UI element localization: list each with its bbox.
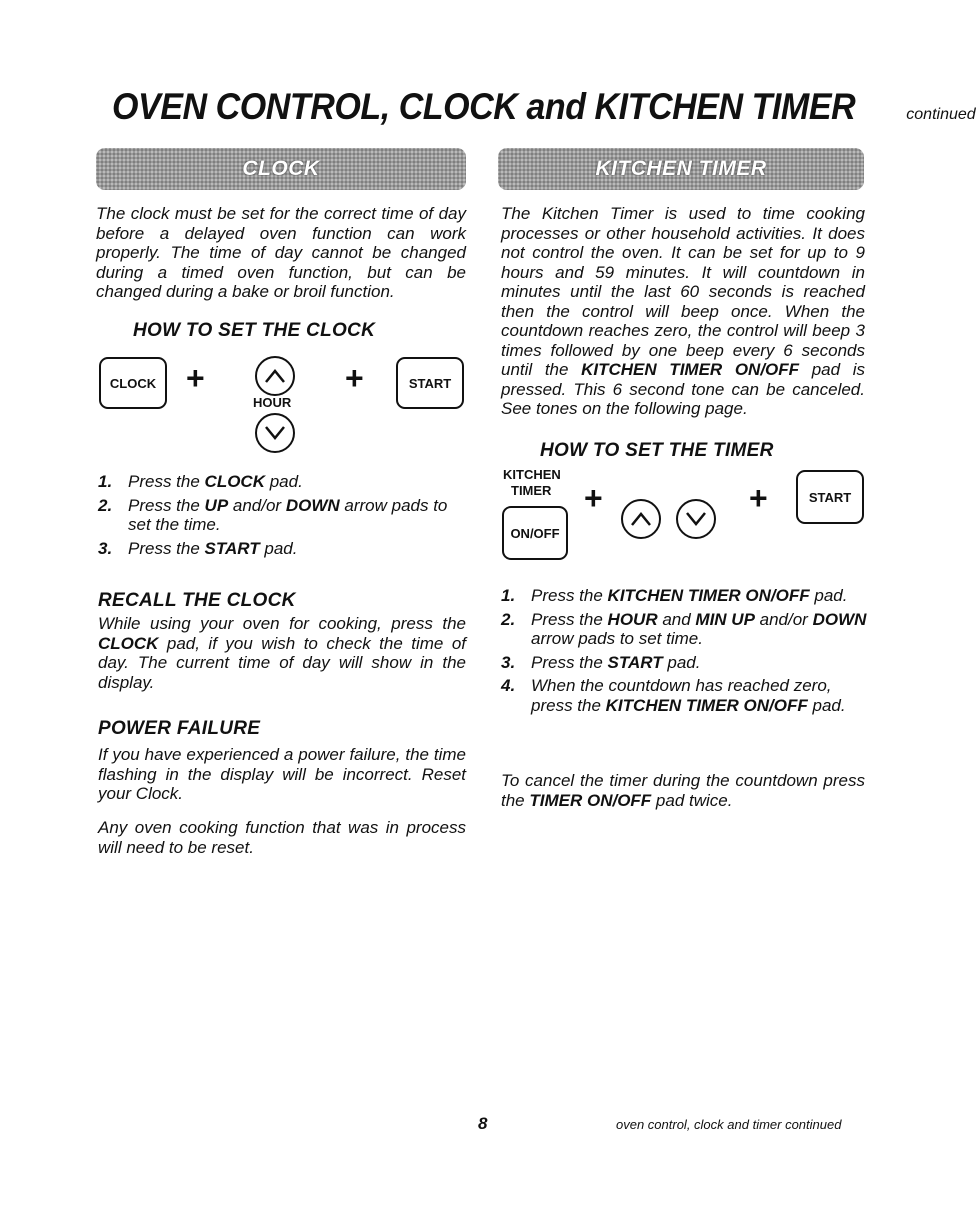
- list-item: 2. Press the UP and/or DOWN arrow pads to set the time.: [98, 495, 448, 534]
- plus-sign: +: [345, 360, 364, 396]
- start-pad-label: START: [408, 375, 452, 391]
- clock-steps: [98, 472, 468, 562]
- down-arrow-icon: [255, 413, 295, 453]
- start-pad-label: START: [808, 489, 852, 505]
- up-arrow-icon: [255, 356, 295, 396]
- cancel-timer-text: To cancel the timer during the countdown press the TIMER ON/OFF pad twice.: [501, 771, 865, 810]
- plus-sign: +: [584, 480, 603, 516]
- start-pad-icon: [396, 357, 464, 409]
- how-set-clock-heading: HOW TO SET THE CLOCK: [133, 320, 376, 341]
- title-continued: continued: [906, 106, 976, 123]
- footer-text: oven control, clock and timer continued: [616, 1117, 842, 1132]
- how-set-timer-heading: HOW TO SET THE TIMER: [540, 440, 774, 461]
- list-item: 4. When the countdown has reached zero, press the KITCHEN TIMER ON/OFF pad.: [501, 676, 846, 715]
- kitchen-timer-label: KITCHEN TIMER: [503, 467, 561, 498]
- plus-sign: +: [186, 360, 205, 396]
- plus-sign: +: [749, 480, 768, 516]
- clock-pad-label: CLOCK: [109, 375, 157, 391]
- list-item: 3. Press the START pad.: [501, 652, 701, 672]
- list-item: 3. Press the START pad.: [98, 538, 298, 558]
- recall-heading: RECALL THE CLOCK: [98, 590, 296, 611]
- hour-label: HOUR: [253, 395, 292, 410]
- title-main: OVEN CONTROL, CLOCK and KITCHEN TIMER: [112, 86, 856, 127]
- page-title: [112, 86, 976, 128]
- kitchen-timer-banner: [498, 148, 864, 190]
- onoff-pad-icon: [502, 506, 568, 560]
- clock-banner-label: CLOCK: [242, 157, 320, 180]
- clock-banner: [96, 148, 466, 190]
- recall-text: While using your oven for cooking, press the CLOCK pad, if you wish to check the time of day. The current time of day will show in the display.: [98, 614, 466, 692]
- kitchen-timer-intro: The Kitchen Timer is used to time cooking processes or other household activities. It does not control the oven. It can be set for up to 9 hours and 59 minutes. It will countdown in minutes until the last 60 seconds is reached then the control will beep once. When the countdown reaches zero, the control will beep 3 times followed by one beep every 6 seconds until the KITCHEN TIMER ON/OFF pad is pressed. This 6 second tone can be canceled. See tones on the following page.: [501, 204, 865, 418]
- up-arrow-icon: [621, 499, 661, 539]
- list-item: 2. Press the HOUR and MIN UP and/or DOWN arrow pads to set time.: [501, 609, 867, 648]
- power-failure-heading: POWER FAILURE: [98, 718, 261, 739]
- start-pad-icon: [796, 470, 864, 524]
- list-item: 1. Press the KITCHEN TIMER ON/OFF pad.: [501, 586, 848, 605]
- clock-intro: The clock must be set for the correct time of day before a delayed oven function can work properly. The time of day cannot be changed during a timed oven function, but can be changed during a bake or broil function.: [96, 204, 466, 301]
- list-item: 1. Press the CLOCK pad.: [98, 472, 303, 491]
- power-failure-text-2: Any oven cooking function that was in process will need to be reset.: [98, 818, 466, 857]
- power-failure-text: If you have experienced a power failure, the time flashing in the display will be incorrect. Reset your Clock.: [98, 745, 466, 803]
- page-number: 8: [478, 1114, 488, 1133]
- kitchen-timer-banner-label: KITCHEN TIMER: [595, 157, 767, 180]
- timer-steps: [501, 586, 867, 719]
- onoff-pad-label: ON/OFF: [510, 525, 560, 541]
- clock-pad-icon: [99, 357, 167, 409]
- down-arrow-icon: [676, 499, 716, 539]
